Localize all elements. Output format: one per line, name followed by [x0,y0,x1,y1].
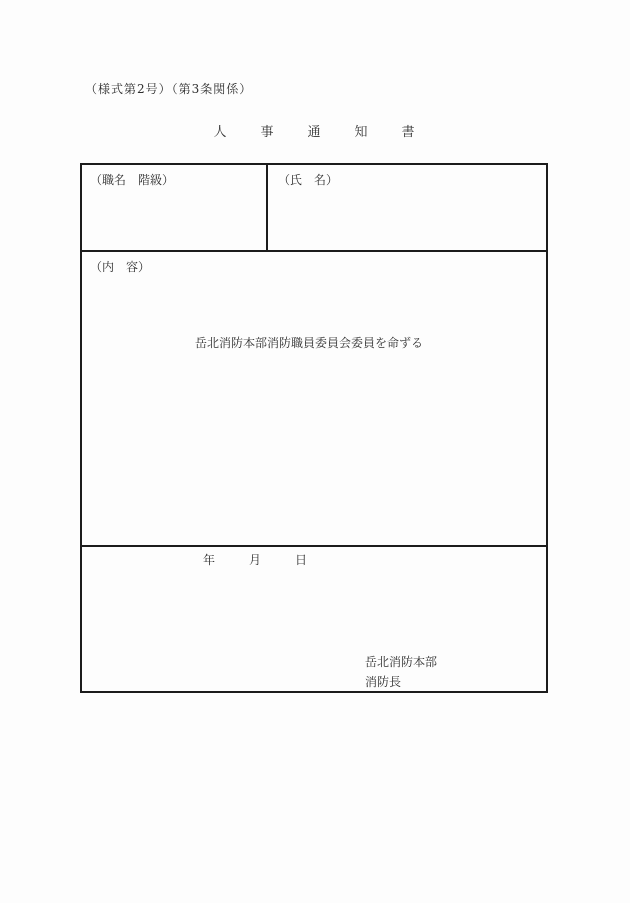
job-rank-label: （職名 階級） [90,173,175,187]
header-row [82,165,546,252]
signature-block [365,652,437,692]
job-rank-cell [82,165,268,250]
issuer-title: 消防長 [365,675,402,689]
date-signature-cell [82,547,546,691]
form-number-label: （様式第2号）（第3条関係） [85,82,253,96]
name-label: （氏 名） [278,173,339,187]
personnel-notice-table [80,163,548,693]
page-title [80,121,548,140]
content-label: （内 容） [90,260,151,274]
issuer-org: 岳北消防本部 [365,655,438,669]
page-title-text: 人事通知書 [213,125,449,140]
content-cell [82,252,546,547]
content-text: 岳北消防本部消防職員委員会委員を命ずる [195,336,424,350]
date-line: 年 月 日 [203,553,319,567]
name-cell [268,165,546,250]
